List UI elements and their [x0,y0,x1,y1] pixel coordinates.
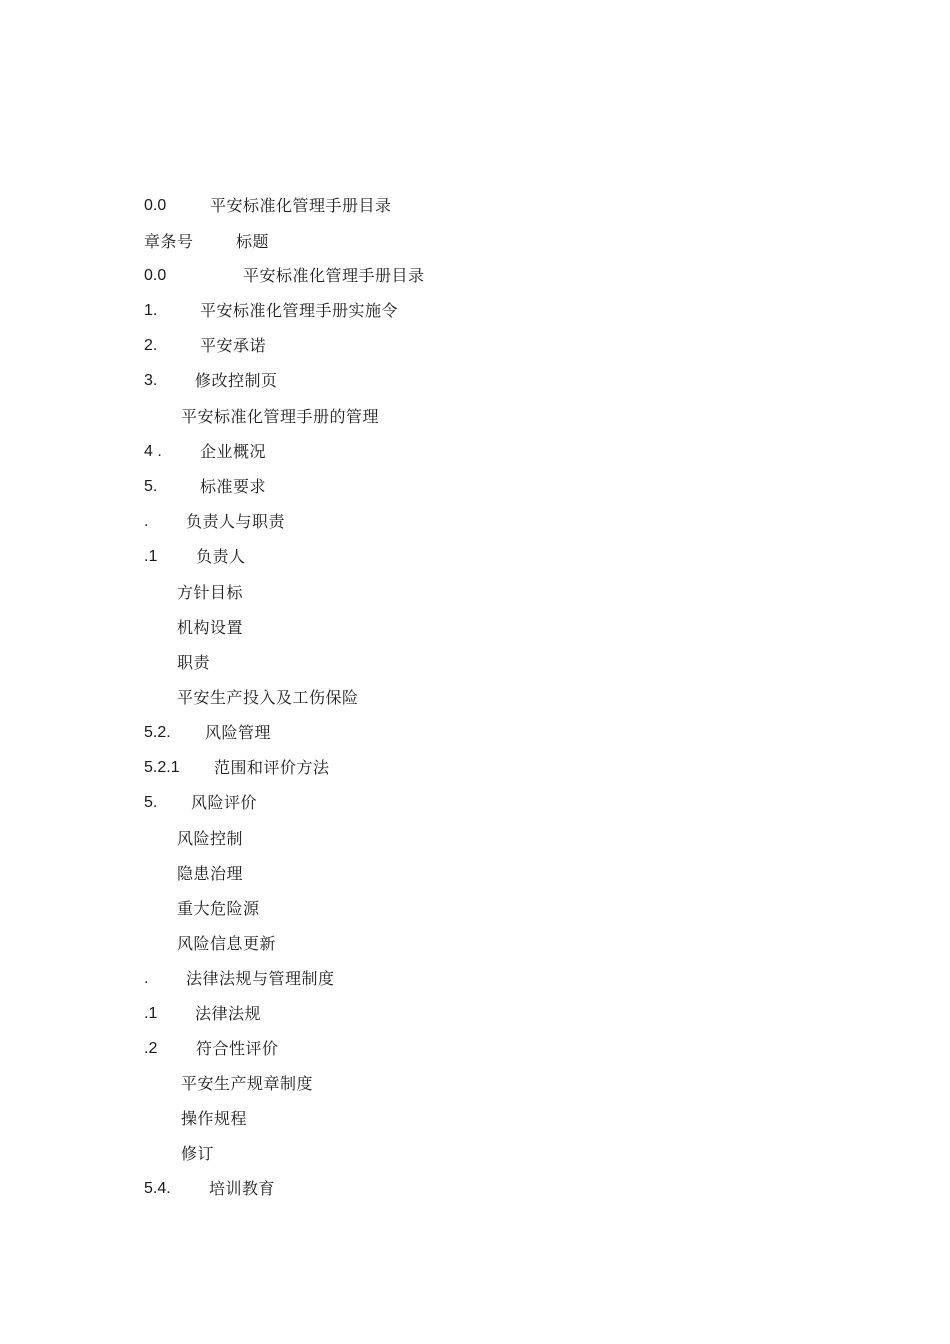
toc-row [0,1143,950,1165]
toc-row-number: 2. [144,337,158,354]
toc-row [0,792,950,814]
toc-row-title: 法律法规与管理制度 [186,969,335,988]
toc-row-title: 符合性评价 [196,1039,279,1058]
toc-row [0,617,950,639]
toc-row [0,335,950,357]
toc-row [0,1073,950,1095]
toc-row-number: .1 [144,548,158,565]
toc-column-header [0,231,950,253]
toc-row [0,968,950,990]
toc-row-title: 标准要求 [200,477,267,496]
toc-row [0,511,950,533]
toc-row-title: 方针目标 [177,583,244,602]
toc-row-number: 1. [144,302,158,319]
toc-row-title: 隐患治理 [177,864,244,883]
toc-heading [0,195,950,217]
toc-row-title: 重大危险源 [177,899,260,918]
column-header-number: 章条号 [144,232,194,251]
toc-row-title: 平安标准化管理手册的管理 [181,407,380,426]
heading-title: 平安标准化管理手册目录 [210,196,392,215]
toc-row-title: 操作规程 [181,1109,248,1128]
toc-row [0,1178,950,1200]
toc-row-title: 风险评价 [191,793,258,812]
toc-row [0,476,950,498]
toc-row-title: 法律法规 [195,1004,262,1023]
toc-row-number: .2 [144,1040,158,1057]
toc-row [0,933,950,955]
toc-row-title: 企业概况 [200,442,267,461]
toc-row-title: 风险信息更新 [177,934,277,953]
toc-row [0,300,950,322]
toc-row [0,757,950,779]
toc-row [0,582,950,604]
toc-row-title: 修订 [181,1144,215,1163]
column-header-title: 标题 [236,232,270,251]
toc-row-title: 平安生产规章制度 [181,1074,314,1093]
toc-row-title: 平安生产投入及工伤保险 [177,688,359,707]
toc-row [0,863,950,885]
toc-row-number: .1 [144,1005,158,1022]
toc-row [0,652,950,674]
toc-row-number: 5.4. [144,1180,171,1197]
toc-row-number: 5. [144,794,158,811]
toc-row-number: 4 . [144,443,162,460]
toc-row-number: . [144,970,149,987]
toc-row [0,1003,950,1025]
toc-row [0,265,950,287]
toc-row [0,722,950,744]
toc-row-title: 平安标准化管理手册目录 [243,266,425,285]
toc-row-title: 机构设置 [177,618,244,637]
toc-row-title: 范围和评价方法 [214,758,330,777]
toc-row-number: 0.0 [144,267,167,284]
toc-row [0,406,950,428]
toc-row [0,546,950,568]
toc-row-number: 5. [144,478,158,495]
toc-row-title: 平安标准化管理手册实施令 [200,301,399,320]
toc-row-title: 风险控制 [177,829,244,848]
toc-row [0,687,950,709]
toc-row [0,1038,950,1060]
toc-row-number: 5.2. [144,724,171,741]
toc-row-title: 修改控制页 [195,371,278,390]
toc-row [0,441,950,463]
toc-row [0,1108,950,1130]
toc-row-title: 培训教育 [209,1179,276,1198]
toc-row-title: 风险管理 [205,723,272,742]
toc-row-title: 职责 [177,653,211,672]
toc-row [0,898,950,920]
toc-row [0,370,950,392]
toc-row-title: 负责人与职责 [186,512,286,531]
toc-row-title: 平安承诺 [200,336,267,355]
toc-row-number: . [144,513,149,530]
toc-row-number: 3. [144,372,158,389]
heading-number: 0.0 [144,197,167,214]
toc-row-title: 负责人 [196,547,246,566]
toc-row-number: 5.2.1 [144,759,180,776]
toc-row [0,828,950,850]
